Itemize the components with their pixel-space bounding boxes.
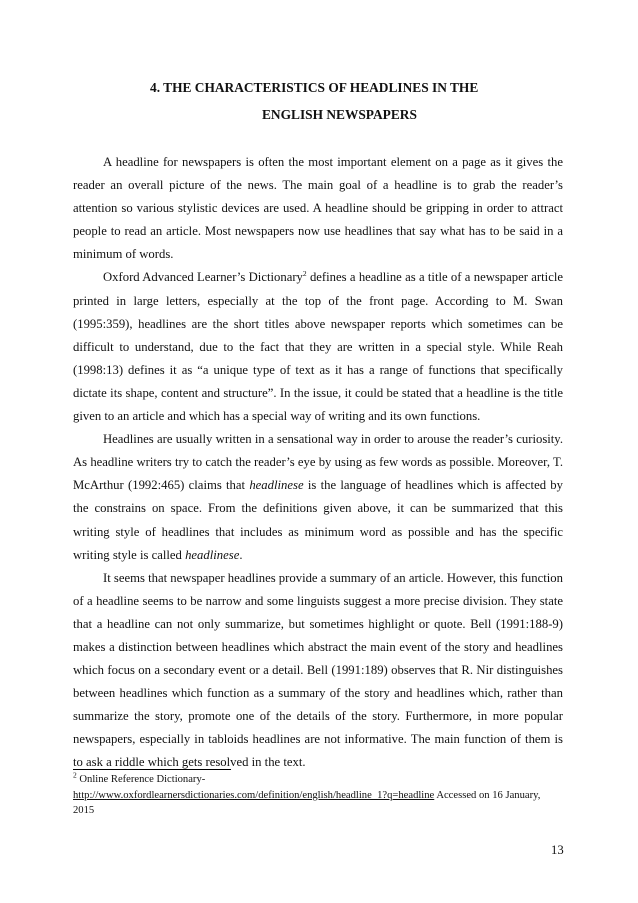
paragraph-2-text-b: defines a headline as a title of a newspaper article printed in large letters, especially at the top of the front page. According to M. Swan (1995:359), headlines are the short titles above newspaper reports which sometimes can be difficult to understand, due to the fact that they are written in a special style. While Reah (1998:13) defines it as “a unique type of text as it has a range of functions that specifically dictate its shape, content and structure”. In the issue, it could be stated that a headline is the title given to an article and which has a special way of writing and its own functions. bbox=[73, 270, 563, 424]
headlinese-term: headlinese bbox=[185, 547, 240, 562]
headlinese-term: headlinese bbox=[249, 478, 304, 493]
body-text bbox=[73, 151, 563, 775]
footnote-reference: 2 bbox=[302, 269, 307, 279]
paragraph-4: It seems that newspaper headlines provide a summary of an article. However, this function of a headline seems to be narrow and some linguists suggest a more precise division. They state that a headline can not only summarize, but sometimes highlight or quote. Bell (1991:188-9) makes a distinction between headlines which abstract the main event of the story and headlines which focus on a secondary event or a detail. Bell (1991:189) observes that R. Nir distinguishes between headlines which function as a summary of the story and headlines which, rather than summarize the story, promote one of the details of the story. Furthermore, in more popular newspapers, especially in tabloids headlines are not informative. The main function of them is to ask a riddle which gets resolved in the text. bbox=[73, 570, 563, 770]
footnote-accessed: Accessed on 16 January, 2015 bbox=[73, 789, 541, 816]
paragraph-1: A headline for newspapers is often the most important element on a page as it gives the reader an overall picture of the news. The main goal of a headline is to grab the reader’s attention so various stylistic devices are used. A headline should be gripping in order to attract people to read an article. Most newspapers now use headlines that say what has to be said in a minimum of words. bbox=[73, 155, 563, 262]
footnote-marker: 2 bbox=[73, 770, 77, 780]
section-heading-line-2: ENGLISH NEWSPAPERS bbox=[262, 107, 417, 122]
section-heading-line-1: 4. THE CHARACTERISTICS OF HEADLINES IN THE bbox=[150, 80, 479, 95]
footnote-divider bbox=[73, 769, 231, 770]
paragraph-2-text-a: Oxford Advanced Learner’s Dictionary bbox=[103, 270, 303, 285]
footnote-link[interactable]: http://www.oxfordlearnersdictionaries.com/definition/english/headline_1?q=headline bbox=[73, 789, 435, 801]
paragraph-3-text-b: is the language of headlines which is affected by the constrains on space. From the definitions given above, it can be summarized that this writing style of headlines that includes as minimum word as possible and has the specific writing style is called bbox=[73, 478, 563, 562]
paragraph-3-text-a: Headlines are usually written in a sensational way in order to arouse the reader’s curiosity. As headline writers try to catch the reader’s eye by using as few words as possible. Moreover, T. McArthur (1992:465) claims that bbox=[73, 432, 563, 493]
paragraph-3 bbox=[73, 428, 563, 567]
footnote-label: Online Reference Dictionary- bbox=[76, 774, 206, 785]
page-number: 13 bbox=[551, 843, 564, 857]
footnote bbox=[73, 772, 563, 819]
paragraph-2 bbox=[73, 266, 563, 428]
paragraph-3-text-c: . bbox=[239, 547, 243, 562]
